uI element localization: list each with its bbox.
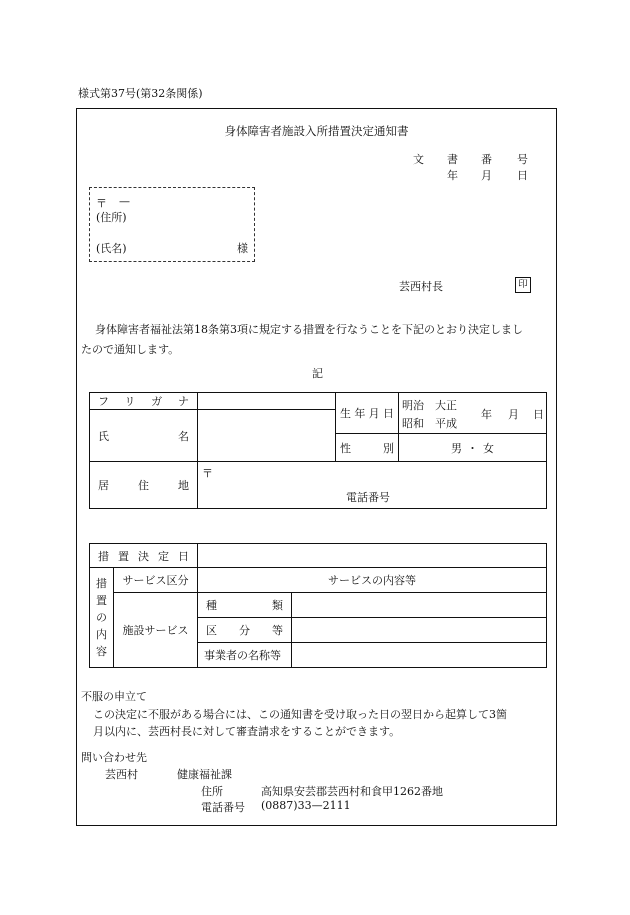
furigana-field[interactable] — [198, 393, 336, 410]
service-content-header: サービスの内容等 — [198, 568, 547, 593]
contact-heading: 問い合わせ先 — [81, 751, 147, 764]
measure-char-5: 容 — [96, 645, 107, 658]
name-label: 氏名 — [90, 410, 198, 462]
kind-label: 種類 — [198, 593, 292, 618]
doc-day: 日 — [517, 169, 528, 182]
appeal-heading: 不服の申立て — [81, 690, 147, 703]
doc-year: 年 — [447, 169, 458, 182]
form-number: 様式第37号(第32条関係) — [78, 87, 203, 100]
measure-table — [89, 543, 547, 668]
ki-heading: 記 — [312, 367, 323, 380]
document-title: 身体障害者施設入所措置決定通知書 — [224, 124, 409, 138]
contact-phone-label: 電話番号 — [201, 801, 245, 814]
sex-label: 性別 — [336, 434, 399, 462]
birth-day: 日 — [533, 408, 544, 421]
birth-month: 月 — [508, 408, 519, 421]
contact-address: 高知県安芸郡芸西村和食甲1262番地 — [261, 785, 443, 798]
body-line-2: たので通知します。 — [81, 343, 180, 356]
doc-month: 月 — [481, 169, 492, 182]
appeal-line-2: 月以内に、芸西村長に対して審査請求をすることができます。 — [93, 725, 401, 738]
doc-number-1: 文 — [413, 153, 424, 166]
appeal-line-1: この決定に不服がある場合には、この通知書を受け取った日の翌日から起算して3箇 — [93, 708, 507, 721]
contact-phone: (0887)33—2111 — [261, 799, 351, 812]
personal-info-table — [89, 392, 547, 509]
decision-date-label: 措置決定日 — [90, 544, 198, 568]
division-label: 区分等 — [198, 618, 292, 643]
sex-field[interactable] — [399, 434, 547, 462]
document-frame — [76, 108, 557, 826]
sex-male: 男 — [451, 441, 462, 455]
doc-number-3: 番 — [481, 153, 492, 166]
doc-number-4: 号 — [517, 153, 528, 166]
measure-char-1: 措 — [96, 577, 107, 590]
era-taisho: 大正 — [435, 399, 457, 412]
birthdate-field[interactable] — [399, 393, 547, 434]
postal-dash: — — [119, 195, 130, 208]
honorific: 様 — [237, 242, 248, 255]
furigana-label: フリガナ — [90, 393, 198, 410]
service-category-header: サービス区分 — [114, 568, 198, 593]
name-field[interactable] — [198, 410, 336, 462]
contact-village: 芸西村 — [105, 768, 138, 781]
address-label: (住所) — [96, 211, 127, 224]
era-heisei: 平成 — [435, 417, 457, 430]
birth-year: 年 — [481, 408, 492, 421]
name-label: (氏名) — [96, 242, 127, 255]
recipient-address-box — [89, 187, 255, 262]
measure-char-2: 置 — [96, 594, 107, 607]
era-showa: 昭和 — [402, 417, 424, 430]
division-field[interactable] — [292, 618, 547, 643]
sex-female: 女 — [483, 441, 494, 455]
seal-mark: 印 — [515, 277, 531, 293]
facility-service-label: 施設サービス — [114, 593, 198, 668]
era-meiji: 明治 — [402, 399, 424, 412]
postal-mark: 〒 — [96, 197, 107, 210]
provider-name-field[interactable] — [292, 643, 547, 668]
doc-number-2: 書 — [447, 153, 458, 166]
measure-content-label — [90, 568, 114, 668]
kind-field[interactable] — [292, 593, 547, 618]
contact-address-label: 住所 — [201, 785, 223, 798]
provider-name-label: 事業者の名称等 — [198, 643, 292, 668]
issuer: 芸西村長 — [399, 280, 443, 293]
phone-label: 電話番号 — [346, 491, 390, 504]
residence-postal-mark: 〒 — [202, 467, 213, 480]
contact-division: 健康福祉課 — [177, 768, 232, 781]
measure-char-4: 内 — [96, 628, 107, 641]
birthdate-label: 生年月日 — [336, 393, 399, 434]
residence-field[interactable] — [198, 462, 547, 509]
sex-separator: ・ — [467, 441, 478, 455]
decision-date-field[interactable] — [198, 544, 547, 568]
body-line-1: 身体障害者福祉法第18条第3項に規定する措置を行なうことを下記のとおり決定しまし — [95, 323, 523, 336]
measure-char-3: の — [96, 611, 107, 624]
residence-label: 居住地 — [90, 462, 198, 509]
